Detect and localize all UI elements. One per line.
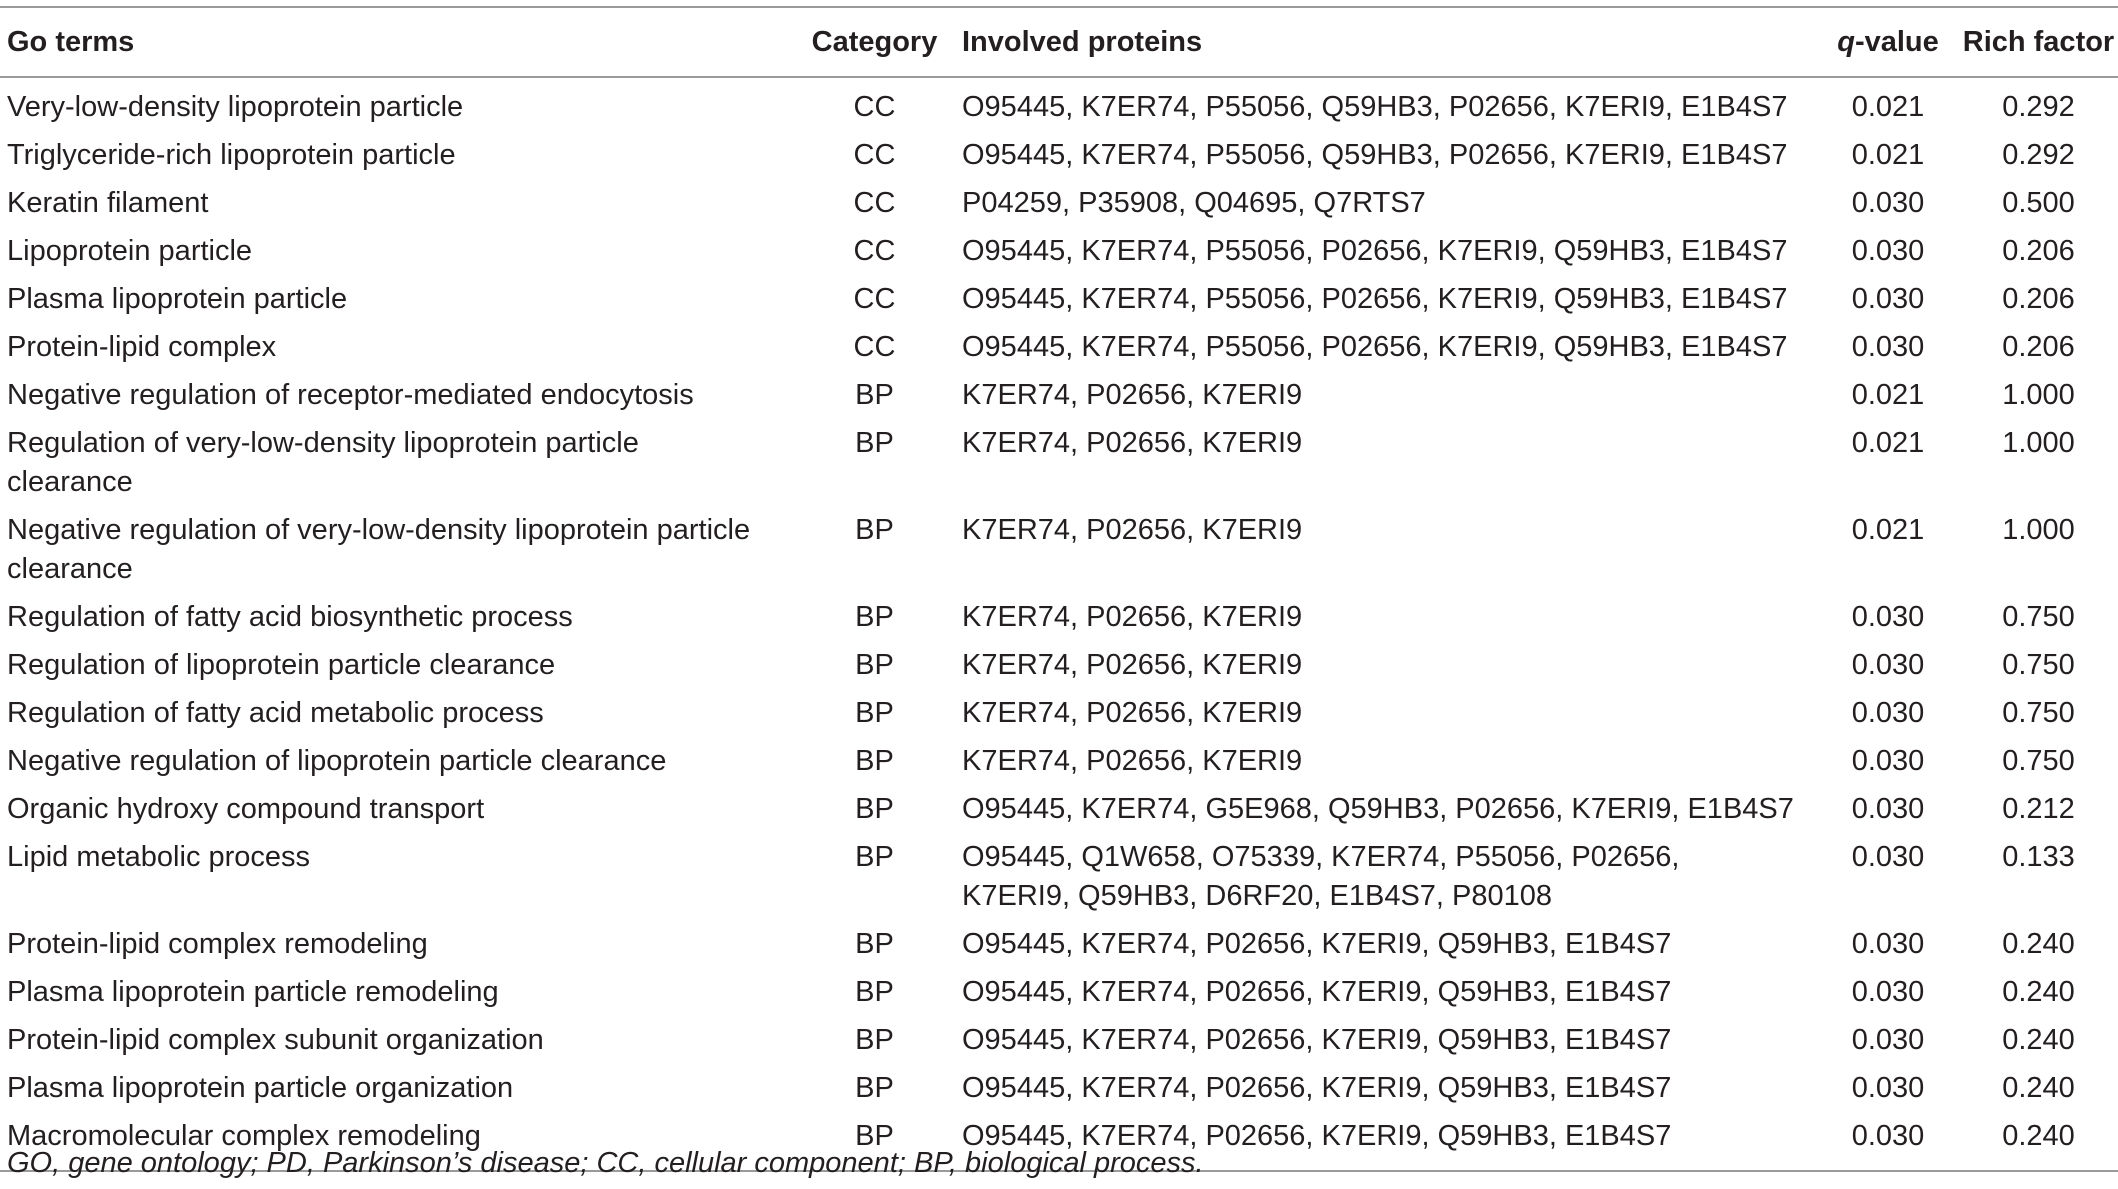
cell-category: BP [855, 1072, 894, 1104]
cell-category: BP [855, 793, 894, 825]
cell-rich-factor: 0.750 [2002, 601, 2075, 633]
cell-involved-proteins: K7ER74, P02656, K7ERI9 [962, 697, 1303, 729]
go-terms-table [0, 6, 2118, 1172]
table-row [0, 921, 2118, 969]
cell-involved-proteins: O95445, K7ER74, P02656, K7ERI9, Q59HB3, E1B4S7 [962, 1072, 1672, 1104]
cell-category: BP [855, 976, 894, 1008]
table-body [0, 77, 2118, 1171]
cell-q-value: 0.021 [1851, 427, 1925, 459]
table-row [0, 1065, 2118, 1113]
cell-rich-factor: 0.292 [2002, 139, 2075, 171]
table-row [0, 1017, 2118, 1065]
cell-involved-proteins: O95445, K7ER74, P02656, K7ERI9, Q59HB3, E1B4S7 [962, 928, 1672, 960]
table-row [0, 594, 2118, 642]
cell-category: CC [853, 283, 896, 315]
header-category: Category [811, 25, 938, 58]
cell-involved-proteins: K7ER74, P02656, K7ERI9 [962, 745, 1303, 777]
cell-category: BP [855, 745, 894, 777]
cell-rich-factor: 0.206 [2002, 331, 2075, 363]
header-q-suffix: -value [1854, 25, 1939, 58]
cell-involved-proteins: K7ER74, P02656, K7ERI9 [962, 379, 1303, 411]
table-row [0, 786, 2118, 834]
cell-category: BP [855, 427, 894, 459]
cell-rich-factor: 0.240 [2002, 1072, 2075, 1104]
cell-rich-factor: 0.292 [2002, 91, 2075, 123]
cell-q-value: 0.030 [1851, 745, 1925, 777]
cell-q-value: 0.021 [1851, 91, 1925, 123]
cell-q-value: 0.030 [1851, 793, 1925, 825]
cell-go-term: Lipoprotein particle [7, 235, 253, 267]
cell-category: BP [855, 697, 894, 729]
table-row [0, 372, 2118, 420]
cell-go-term: Negative regulation of receptor-mediated endocytosis [7, 379, 694, 411]
cell-rich-factor: 1.000 [2002, 514, 2075, 546]
cell-q-value: 0.030 [1851, 976, 1925, 1008]
cell-rich-factor: 0.240 [2002, 976, 2075, 1008]
cell-go-term: Protein-lipid complex remodeling [7, 928, 428, 960]
table-footnote: GO, gene ontology; PD, Parkinson’s disease; CC, cellular component; BP, biological process. [7, 1147, 1204, 1179]
cell-rich-factor: 0.750 [2002, 745, 2075, 777]
cell-category: CC [853, 187, 896, 219]
header-involved-proteins: Involved proteins [962, 25, 1203, 58]
cell-rich-factor: 0.240 [2002, 1024, 2075, 1056]
cell-involved-proteins: O95445, K7ER74, P55056, P02656, K7ERI9, Q59HB3, E1B4S7 [962, 235, 1788, 267]
cell-category: CC [853, 235, 896, 267]
cell-q-value: 0.030 [1851, 649, 1925, 681]
cell-go-term: Lipid metabolic process [7, 841, 311, 873]
cell-q-value: 0.030 [1851, 928, 1925, 960]
table-row [0, 420, 2118, 507]
cell-go-term: Protein-lipid complex subunit organization [7, 1024, 544, 1056]
cell-category: BP [855, 1120, 894, 1152]
table-row [0, 324, 2118, 372]
cell-rich-factor: 0.750 [2002, 649, 2075, 681]
cell-rich-factor: 1.000 [2002, 427, 2075, 459]
header-go-terms: Go terms [7, 25, 135, 58]
cell-rich-factor: 0.206 [2002, 283, 2075, 315]
cell-go-term: Negative regulation of lipoprotein particle clearance [7, 745, 667, 777]
cell-q-value: 0.030 [1851, 1072, 1925, 1104]
cell-involved-proteins: O95445, K7ER74, P55056, Q59HB3, P02656, K7ERI9, E1B4S7 [962, 139, 1788, 171]
cell-q-value: 0.030 [1851, 1024, 1925, 1056]
cell-involved-proteins: K7ER74, P02656, K7ERI9 [962, 514, 1303, 546]
cell-involved-proteins: O95445, K7ER74, G5E968, Q59HB3, P02656, K7ERI9, E1B4S7 [962, 793, 1794, 825]
cell-involved-proteins: P04259, P35908, Q04695, Q7RTS7 [962, 187, 1426, 219]
cell-rich-factor: 0.240 [2002, 928, 2075, 960]
cell-involved-proteins: K7ER74, P02656, K7ERI9 [962, 601, 1303, 633]
cell-go-term: Regulation of fatty acid metabolic process [7, 697, 544, 729]
table-row [0, 969, 2118, 1017]
cell-go-term: Plasma lipoprotein particle organization [7, 1072, 514, 1104]
cell-rich-factor: 0.206 [2002, 235, 2075, 267]
cell-go-term: Macromolecular complex remodeling [7, 1120, 481, 1152]
cell-rich-factor: 1.000 [2002, 379, 2075, 411]
cell-rich-factor: 0.500 [2002, 187, 2075, 219]
cell-category: CC [853, 331, 896, 363]
cell-q-value: 0.021 [1851, 139, 1925, 171]
cell-involved-proteins: K7ER74, P02656, K7ERI9 [962, 649, 1303, 681]
cell-go-term: Very-low-density lipoprotein particle [7, 91, 464, 123]
cell-category: BP [855, 649, 894, 681]
cell-q-value: 0.030 [1851, 841, 1925, 873]
cell-go-term: Regulation of fatty acid biosynthetic process [7, 601, 573, 633]
cell-go-term: Plasma lipoprotein particle remodeling [7, 976, 499, 1008]
table-row [0, 132, 2118, 180]
cell-go-term: Keratin filament [7, 187, 209, 219]
cell-q-value: 0.021 [1851, 514, 1925, 546]
cell-rich-factor: 0.750 [2002, 697, 2075, 729]
cell-q-value: 0.030 [1851, 697, 1925, 729]
cell-go-term: Regulation of lipoprotein particle clearance [7, 649, 556, 681]
cell-go-term: Regulation of very-low-density lipoprotein particle clearance [7, 427, 639, 498]
table-row [0, 180, 2118, 228]
header-row [0, 7, 2118, 77]
cell-q-value: 0.030 [1851, 283, 1925, 315]
cell-category: BP [855, 841, 894, 873]
cell-involved-proteins: O95445, K7ER74, P02656, K7ERI9, Q59HB3, E1B4S7 [962, 1120, 1672, 1152]
cell-category: BP [855, 928, 894, 960]
cell-q-value: 0.021 [1851, 379, 1925, 411]
table-row [0, 690, 2118, 738]
header-q-value [1824, 7, 1952, 77]
cell-go-term: Organic hydroxy compound transport [7, 793, 485, 825]
header-q-italic: q [1837, 25, 1855, 58]
cell-go-term: Protein-lipid complex [7, 331, 277, 363]
cell-category: CC [853, 139, 896, 171]
cell-involved-proteins: O95445, K7ER74, P55056, Q59HB3, P02656, K7ERI9, E1B4S7 [962, 91, 1788, 123]
cell-involved-proteins: O95445, K7ER74, P55056, P02656, K7ERI9, Q59HB3, E1B4S7 [962, 331, 1788, 363]
cell-category: CC [853, 91, 896, 123]
cell-involved-proteins: O95445, K7ER74, P02656, K7ERI9, Q59HB3, E1B4S7 [962, 976, 1672, 1008]
table-row [0, 642, 2118, 690]
cell-q-value: 0.030 [1851, 235, 1925, 267]
cell-q-value: 0.030 [1851, 331, 1925, 363]
cell-rich-factor: 0.133 [2002, 841, 2075, 873]
cell-q-value: 0.030 [1851, 187, 1925, 219]
cell-involved-proteins: O95445, K7ER74, P55056, P02656, K7ERI9, Q59HB3, E1B4S7 [962, 283, 1788, 315]
table-row [0, 228, 2118, 276]
cell-go-term: Triglyceride-rich lipoprotein particle [7, 139, 456, 171]
cell-q-value: 0.030 [1851, 601, 1925, 633]
cell-category: BP [855, 1024, 894, 1056]
cell-involved-proteins: O95445, K7ER74, P02656, K7ERI9, Q59HB3, E1B4S7 [962, 1024, 1672, 1056]
cell-category: BP [855, 601, 894, 633]
table-row [0, 276, 2118, 324]
cell-involved-proteins: O95445, Q1W658, O75339, K7ER74, P55056, P02656, K7ERI9, Q59HB3, D6RF20, E1B4S7, P80108 [962, 841, 1680, 912]
table-row [0, 834, 2118, 921]
cell-q-value: 0.030 [1851, 1120, 1925, 1152]
cell-category: BP [855, 514, 894, 546]
cell-rich-factor: 0.212 [2002, 793, 2075, 825]
cell-go-term: Plasma lipoprotein particle [7, 283, 348, 315]
table-row [0, 738, 2118, 786]
cell-involved-proteins: K7ER74, P02656, K7ERI9 [962, 427, 1303, 459]
table-row [0, 507, 2118, 594]
table-header [0, 7, 2118, 77]
cell-rich-factor: 0.240 [2002, 1120, 2075, 1152]
cell-category: BP [855, 379, 894, 411]
header-rich-factor: Rich factor [1962, 25, 2115, 58]
table-row [0, 77, 2118, 132]
cell-go-term: Negative regulation of very-low-density lipoprotein particle clearance [7, 514, 751, 585]
